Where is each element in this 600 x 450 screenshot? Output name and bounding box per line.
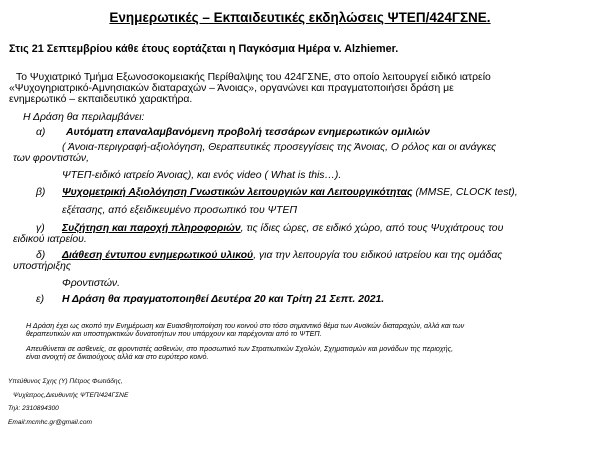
item-b-line [62,187,518,198]
item-b-title: Ψυχομετρική Αξιολόγηση Γνωστικών λειτουργιών και Λειτουργικότητας [62,187,413,198]
item-d-title-rest: , για την λειτουργία του ειδικού ιατρείου και της ομάδας [253,250,503,261]
contact-responsible: Υπεύθυνος Σχης (Υ) Πέτρος Φωτιάδης, [8,378,123,385]
item-c-title: Συζήτηση και παροχή πληροφοριών [62,223,241,234]
item-d-marker: δ) [36,250,46,261]
item-e-marker: ε) [36,294,45,305]
item-c-line [62,223,503,234]
audience-line-1: Απευθύνεται σε ασθενείς, σε φροντιστές ασθενών, στο προσωπικό των Στρατιωτικών Σχολών, Σχηματισμών και μονάδων της περιοχής, [26,344,454,353]
aim-line-1: Η Δράση έχει ως σκοπό την Ενημέρωση και Ευαισθητοποίηση του κοινού στο τόσο σημαντικό θέμα των Ανοϊκών διαταραχών, αλλά και των [26,321,465,330]
item-d-title: Διάθεση έντυπου ενημερωτικού υλικού [62,250,254,261]
item-a-detail-2: των φροντιστών, [13,153,89,164]
includes-label: Η Δράση θα περιλαμβάνει: [23,112,145,123]
item-a-detail-3: ΨΤΕΠ-ειδικό ιατρείο Άνοιας), και ενός video ( What is this…). [62,170,342,181]
item-a-marker: α) [36,127,46,138]
item-e-title: Η Δράση θα πραγματοποιηθεί Δευτέρα 20 και Τρίτη 21 Σεπτ. 2021. [62,294,385,305]
item-b-detail-1: εξέτασης, από εξειδικευμένο προσωπικό του ΨΤΕΠ [62,205,297,216]
item-c-detail-1: ειδικού ιατρείου. [13,234,87,245]
item-c-title-rest: , τις ίδιες ώρες, σε ειδικό χώρο, από τους Ψυχιάτρους του [240,223,504,234]
item-c-marker: γ) [36,223,45,234]
intro-line-3: ενημερωτικό – εκπαιδευτικό χαρακτήρα. [9,94,193,105]
audience-line-2: είναι ανοιχτή σε δικαιούχους αλλά και στο ευρύτερο κοινό. [26,352,209,361]
item-d-detail-1: υποστήριξης [13,261,71,272]
item-b-title-rest: (MMSE, CLOCK test), [412,187,518,198]
contact-email[interactable]: Email:mcmhc.gr@gmail.com [8,419,92,426]
page-title: Ενημερωτικές – Εκπαιδευτικές εκδηλώσεις ΨΤΕΠ/424ΓΣΝΕ. [109,10,491,25]
item-b-marker: β) [36,187,46,198]
item-d-detail-2: Φροντιστών. [62,278,120,289]
item-d-line [62,250,502,261]
intro-heading: Στις 21 Σεπτεμβρίου κάθε έτους εορτάζεται η Παγκόσμια Ημέρα v. Alzhiemer. [9,43,399,55]
item-a-title: Αυτόματη επαναλαμβανόμενη προβολή τεσσάρων ενημερωτικών ομιλιών [66,127,430,138]
intro-line-2: «Ψυχογηριατρικό-Αμνησιακών διαταραχών – Άνοιας», οργανώνει και πραγματοποιήσει δράση με [9,83,454,94]
contact-role: Ψυχίατρος,Διευθυντής ΨΤΕΠ/424ΓΣΝΕ [13,392,129,399]
item-a-detail-1: ( Άνοια-περιγραφή-αξιολόγηση, Θεραπευτικές προσεγγίσεις της Άνοιας, Ο ρόλος και οι ανάγκες [62,142,497,153]
intro-line-1: Το Ψυχιατρικό Τμήμα Εξωνοσοκομειακής Περίθαλψης του 424ΓΣΝΕ, στο οποίο λειτουργεί ειδικό ιατρείο [16,72,491,83]
contact-phone: Τηλ: 2310894300 [8,405,59,412]
aim-line-2: θεραπευτικών και υποστηρικτικών δυνατοτήτων που υπάρχουν και παρέχονται από το ΨΤΕΠ. [26,329,322,338]
